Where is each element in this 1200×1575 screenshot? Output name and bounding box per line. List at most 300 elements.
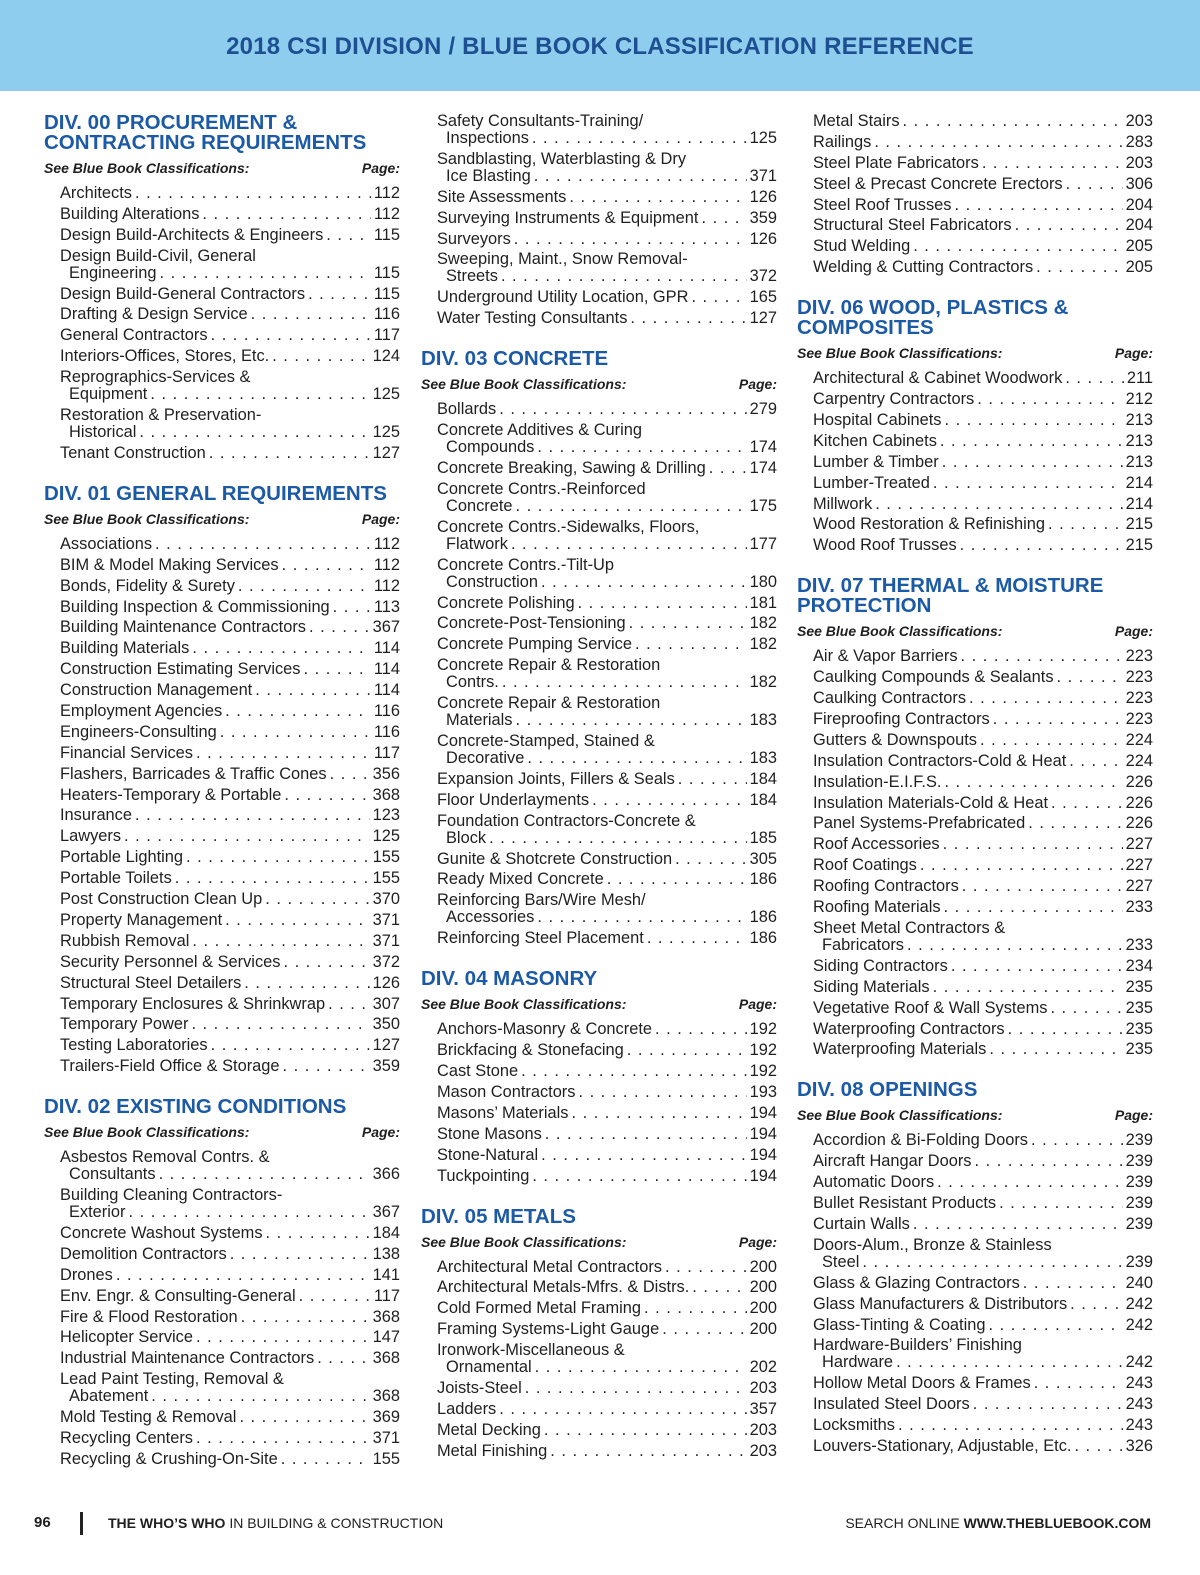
dot-leader [1051,795,1123,812]
division-title: DIV. 05 METALS [421,1204,576,1228]
dot-leader [541,1147,747,1164]
classification-entry[interactable] [813,1195,1153,1212]
classifications-header [421,376,777,393]
page-number-ref: 242 [1125,1353,1153,1372]
page-number-ref: 155 [372,869,400,888]
entry-line [437,1021,777,1038]
entry-line [813,815,1153,832]
page-number-ref: 215 [1125,515,1153,534]
classification-label: Mold Testing & Removal [60,1408,237,1427]
classification-entry[interactable] [813,1174,1153,1191]
classification-entry[interactable] [60,1225,400,1242]
classification-entry[interactable] [437,1300,777,1317]
classification-label: Concrete Contrs.-Sidewalks, Floors, [437,517,700,536]
dot-leader [940,433,1123,450]
classification-entry[interactable] [60,1267,400,1284]
entry-line [813,113,1153,130]
classification-entry[interactable] [813,836,1153,853]
page-number-ref: 125 [372,827,400,846]
classification-label: Bollards [437,400,497,419]
entry-line [60,1166,400,1183]
dot-leader [960,537,1123,554]
dot-leader [283,954,369,971]
classification-label: Surveying Instruments & Equipment [437,208,699,227]
classification-entry[interactable] [813,496,1153,513]
classification-entry[interactable] [437,519,777,553]
entry-line [437,1422,777,1439]
classification-entry[interactable] [60,787,400,804]
classification-entry[interactable] [813,370,1153,387]
classification-label: Portable Toilets [60,869,172,888]
classification-entry[interactable] [437,1380,777,1397]
dot-leader [532,1168,746,1185]
entry-line [813,1041,1153,1058]
classification-entry[interactable] [813,920,1153,954]
entry-line [437,310,777,327]
classification-entry[interactable] [437,792,777,809]
dot-leader [192,933,369,950]
entry-line [437,830,777,847]
classification-entry[interactable] [813,433,1153,450]
classification-entry[interactable] [813,391,1153,408]
dot-leader [220,724,371,741]
classification-label: Roof Accessories [813,835,940,854]
classification-entry[interactable] [437,1147,777,1164]
page-number-ref: 240 [1125,1273,1153,1292]
dot-leader [692,1279,746,1296]
classification-entry[interactable] [437,636,777,653]
entry-line [60,445,400,462]
dot-leader [896,1354,1123,1371]
classification-entry[interactable] [813,1153,1153,1170]
classification-label: Drafting & Design Service [60,305,248,324]
classification-entry[interactable] [60,954,400,971]
classification-label: Portable Lighting [60,848,184,867]
classification-entry[interactable] [437,813,777,847]
classification-entry[interactable] [437,1168,777,1185]
dot-leader [516,712,747,729]
dot-leader [281,1451,370,1468]
classification-entry[interactable] [437,210,777,227]
dot-leader [308,286,371,303]
classification-entry[interactable] [437,930,777,947]
classification-entry[interactable] [60,1149,400,1183]
classification-entry[interactable] [813,1021,1153,1038]
classification-label: Employment Agencies [60,702,223,721]
classification-entry[interactable] [437,401,777,418]
classification-label: Hospital Cabinets [813,411,942,430]
classification-entry[interactable] [813,1337,1153,1371]
page-footer [0,1512,1200,1536]
page-number-ref: 211 [1126,369,1153,388]
classification-label: Cast Stone [437,1062,519,1081]
classification-label: Fireproofing Contractors [813,710,990,729]
classification-entry[interactable] [60,369,400,403]
classification-entry[interactable] [60,975,400,992]
entry-line [813,690,1153,707]
dot-leader [282,557,371,574]
page-number-ref: 204 [1125,195,1153,214]
classification-entry[interactable] [813,155,1153,172]
classification-label: Expansion Joints, Fillers & Seals [437,769,675,788]
classification-entry[interactable] [437,557,777,591]
classification-entry[interactable] [60,1288,400,1305]
classification-label: BIM & Model Making Services [60,555,279,574]
classification-entry[interactable] [60,1350,400,1367]
classification-label: Glass Manufacturers & Distributors [813,1294,1068,1313]
classification-entry[interactable] [437,1042,777,1059]
classifications-header [797,345,1153,362]
classification-entry[interactable] [60,1329,400,1346]
classification-entry[interactable] [813,1216,1153,1233]
entry-line [813,857,1153,874]
classification-entry[interactable] [813,176,1153,193]
classification-entry[interactable] [60,1430,400,1447]
page-number-ref: 235 [1125,998,1153,1017]
classification-entry[interactable] [60,1037,400,1054]
page-number-ref: 127 [749,309,777,328]
page-number-ref: 239 [1125,1152,1153,1171]
classification-entry[interactable] [60,640,400,657]
dot-leader [244,975,369,992]
classification-entry[interactable] [60,1371,400,1405]
classifications-label: See Blue Book Classifications: [421,1233,627,1250]
page-number-ref: 125 [372,423,400,442]
classification-entry[interactable] [813,1132,1153,1149]
classification-entry[interactable] [60,557,400,574]
dot-leader [521,1063,747,1080]
classification-entry[interactable] [437,695,777,729]
page-number-ref: 185 [749,828,777,847]
classification-entry[interactable] [60,870,400,887]
page-number-ref: 114 [373,660,400,679]
classification-label: Concrete-Stamped, Stained & [437,732,655,751]
entry-line [813,753,1153,770]
classification-entry[interactable] [813,1041,1153,1058]
entry-line [60,975,400,992]
entry-line [60,248,400,265]
page-number-ref: 184 [749,769,777,788]
classification-entry[interactable] [813,857,1153,874]
classification-entry[interactable] [813,516,1153,533]
entry-line [60,1246,400,1263]
classification-entry[interactable] [60,661,400,678]
page-number-ref: 243 [1125,1374,1153,1393]
classification-label: Temporary Power [60,1015,189,1034]
classification-entry[interactable] [437,310,777,327]
classification-entry[interactable] [813,648,1153,665]
classification-entry[interactable] [813,1438,1153,1455]
classification-entry[interactable] [60,227,400,244]
classification-entry[interactable] [813,1375,1153,1392]
classification-label: Accordion & Bi-Folding Doors [813,1131,1028,1150]
classification-entry[interactable] [437,1105,777,1122]
classification-entry[interactable] [813,134,1153,151]
classification-entry[interactable] [813,899,1153,916]
classification-entry[interactable] [813,815,1153,832]
classification-entry[interactable] [60,1451,400,1468]
dot-leader [266,1225,370,1242]
classification-entry[interactable] [437,422,777,456]
classification-entry[interactable] [60,306,400,323]
dot-leader [944,899,1123,916]
classification-entry[interactable] [437,615,777,632]
page-number-ref: 155 [372,1449,400,1468]
entry-line [60,1350,400,1367]
entry-line [813,516,1153,533]
classification-label: Louvers-Stationary, Adjustable, Etc. [813,1436,1072,1455]
entry-line [813,1000,1153,1017]
classification-entry[interactable] [437,1021,777,1038]
classification-entry[interactable] [60,286,400,303]
classification-entry[interactable] [813,795,1153,812]
dot-leader [578,595,747,612]
classification-entry[interactable] [60,206,400,223]
page-number-ref: 368 [372,1307,400,1326]
entry-line [60,807,400,824]
classification-entry[interactable] [813,537,1153,554]
dot-leader [988,1317,1122,1334]
classification-entry[interactable] [60,807,400,824]
classification-entry[interactable] [60,849,400,866]
dot-leader [592,792,747,809]
classification-entry[interactable] [813,1396,1153,1413]
dot-leader [196,1329,370,1346]
classification-entry[interactable] [813,774,1153,791]
classification-entry[interactable] [60,619,400,636]
page-number-ref: 279 [749,400,777,419]
dot-leader [862,1254,1122,1271]
classification-entry[interactable] [60,828,400,845]
classification-entry[interactable] [60,599,400,616]
page-number-ref: 193 [749,1082,777,1101]
classification-entry[interactable] [813,732,1153,749]
entry-line [437,574,777,591]
classification-entry[interactable] [813,711,1153,728]
entry-line [60,912,400,929]
entry-line [60,369,400,386]
dot-leader [499,1401,746,1418]
classification-label: Drones [60,1265,113,1284]
classification-label: Air & Vapor Barriers [813,647,958,666]
entry-line [437,210,777,227]
classification-entry[interactable] [813,1296,1153,1313]
entry-line [60,661,400,678]
page-number-ref: 186 [749,870,777,889]
classification-entry[interactable] [437,1401,777,1418]
classification-entry[interactable] [813,454,1153,471]
page-number-ref: 114 [373,681,400,700]
page-number-ref: 113 [373,597,400,616]
page-number-ref: 226 [1125,793,1153,812]
classification-label: Waterproofing Contractors [813,1019,1005,1038]
classification-entry[interactable] [60,891,400,908]
classification-label: Joists-Steel [437,1378,522,1397]
division-section [797,298,1153,554]
dot-leader [975,1153,1123,1170]
division-title: DIV. 07 THERMAL & MOISTURE PROTECTION [797,574,1104,618]
dot-leader [309,619,370,636]
dot-leader [186,849,370,866]
classification-label: Roof Coatings [813,856,917,875]
dot-leader [944,412,1122,429]
classification-entry[interactable] [813,197,1153,214]
publication-name-bold: THE WHO’S WHO [108,1515,226,1531]
entry-line [437,1259,777,1276]
classification-entry[interactable] [60,248,400,282]
entry-line [60,849,400,866]
page-column-label: Page: [738,376,777,393]
classification-entry[interactable] [437,1259,777,1276]
classification-entry[interactable] [437,871,777,888]
entry-line [437,636,777,653]
classification-entry[interactable] [813,1275,1153,1292]
dot-leader [942,454,1123,471]
classification-entry[interactable] [60,682,400,699]
classification-entry[interactable] [813,217,1153,234]
entry-line [60,1267,400,1284]
classification-entry[interactable] [60,348,400,365]
classification-label: Concrete Breaking, Sawing & Drilling [437,459,706,478]
classification-entry[interactable] [60,536,400,553]
classification-label: Ironwork-Miscellaneous & [437,1341,625,1360]
entry-line [813,1216,1153,1233]
classification-entry[interactable] [60,1187,400,1221]
classification-entry[interactable] [60,1246,400,1263]
classification-entry[interactable] [813,259,1153,276]
dot-leader [139,424,369,441]
entry-line [60,599,400,616]
classification-entry[interactable] [437,251,777,285]
classification-entry[interactable] [437,892,777,926]
classification-label: Brickfacing & Stonefacing [437,1041,624,1060]
entry-line [813,1021,1153,1038]
classification-entry[interactable] [437,1279,777,1296]
page-number-ref: 112 [373,184,400,202]
classification-entry[interactable] [813,878,1153,895]
classification-entry[interactable] [60,185,400,202]
classification-entry[interactable] [60,327,400,344]
classification-entry[interactable] [813,690,1153,707]
entry-line [60,1016,400,1033]
classification-entry[interactable] [437,151,777,185]
classification-list [797,113,1153,276]
classification-entry[interactable] [60,407,400,441]
entry-line [813,1275,1153,1292]
classification-entry[interactable] [813,1417,1153,1434]
classification-entry[interactable] [813,1237,1153,1271]
classification-label-continued: Concrete [446,496,513,515]
classification-entry[interactable] [813,113,1153,130]
entry-line [813,134,1153,151]
entry-line [437,113,777,130]
classification-entry[interactable] [437,1342,777,1376]
classification-label-continued: Fabricators [822,935,904,954]
page-number-ref: 226 [1125,772,1153,791]
entry-line [60,386,400,403]
entry-line [60,828,400,845]
classification-entry[interactable] [437,113,777,147]
dot-leader [607,871,747,888]
page-column-label: Page: [738,996,777,1013]
classification-entry[interactable] [813,1317,1153,1334]
classification-entry[interactable] [60,996,400,1013]
classification-entry[interactable] [60,933,400,950]
classification-label: Caulking Compounds & Sealants [813,668,1054,687]
page-column-label: Page: [738,1233,777,1250]
classification-entry[interactable] [437,1063,777,1080]
classification-label: Concrete Polishing [437,593,575,612]
classification-entry[interactable] [437,851,777,868]
classification-label: Env. Engr. & Consulting-General [60,1286,296,1305]
classification-entry[interactable] [437,657,777,691]
classification-entry[interactable] [437,460,777,477]
classification-entry[interactable] [60,745,400,762]
page-number-ref: 200 [749,1278,777,1297]
classification-entry[interactable] [813,669,1153,686]
classification-entry[interactable] [437,1422,777,1439]
page-number-ref: 117 [373,1286,400,1305]
classification-entry[interactable] [813,238,1153,255]
classification-entry[interactable] [813,475,1153,492]
dot-leader [159,1166,370,1183]
classification-entry[interactable] [60,1309,400,1326]
division-title: DIV. 03 CONCRETE [421,347,609,371]
classification-entry[interactable] [437,481,777,515]
dot-leader [655,1021,747,1038]
classification-entry[interactable] [437,595,777,612]
classification-label: Bullet Resistant Products [813,1194,997,1213]
page-number-ref: 213 [1125,411,1153,430]
page-number-ref: 138 [372,1244,400,1263]
classification-entry[interactable] [437,1084,777,1101]
website-link[interactable]: WWW.THEBLUEBOOK.COM [963,1515,1151,1531]
classification-entry[interactable] [60,703,400,720]
classification-entry[interactable] [437,189,777,206]
page-number-ref: 177 [749,534,777,553]
classification-entry[interactable] [437,771,777,788]
classification-entry[interactable] [60,1058,400,1075]
classification-entry[interactable] [813,753,1153,770]
classification-entry[interactable] [437,289,777,306]
classification-entry[interactable] [813,979,1153,996]
dot-leader [571,1105,746,1122]
classification-entry[interactable] [437,733,777,767]
classification-entry[interactable] [813,958,1153,975]
dot-leader [535,1359,747,1376]
classification-entry[interactable] [437,1126,777,1143]
classification-entry[interactable] [60,1409,400,1426]
classification-entry[interactable] [60,766,400,783]
classification-entry[interactable] [437,231,777,248]
classification-entry[interactable] [60,912,400,929]
classification-entry[interactable] [60,445,400,462]
classification-entry[interactable] [813,412,1153,429]
classification-entry[interactable] [437,1443,777,1460]
page-number-ref: 235 [1125,977,1153,996]
page-number-ref: 116 [373,305,400,324]
entry-line [60,407,400,424]
classification-entry[interactable] [813,1000,1153,1017]
page-number-ref: 359 [372,1057,400,1076]
classification-entry[interactable] [60,1016,400,1033]
classification-entry[interactable] [437,1321,777,1338]
classification-entry[interactable] [60,724,400,741]
classification-entry[interactable] [60,578,400,595]
classification-label: Ladders [437,1399,497,1418]
dot-leader [175,870,370,887]
classification-label: Doors-Alum., Bronze & Stainless [813,1235,1052,1254]
